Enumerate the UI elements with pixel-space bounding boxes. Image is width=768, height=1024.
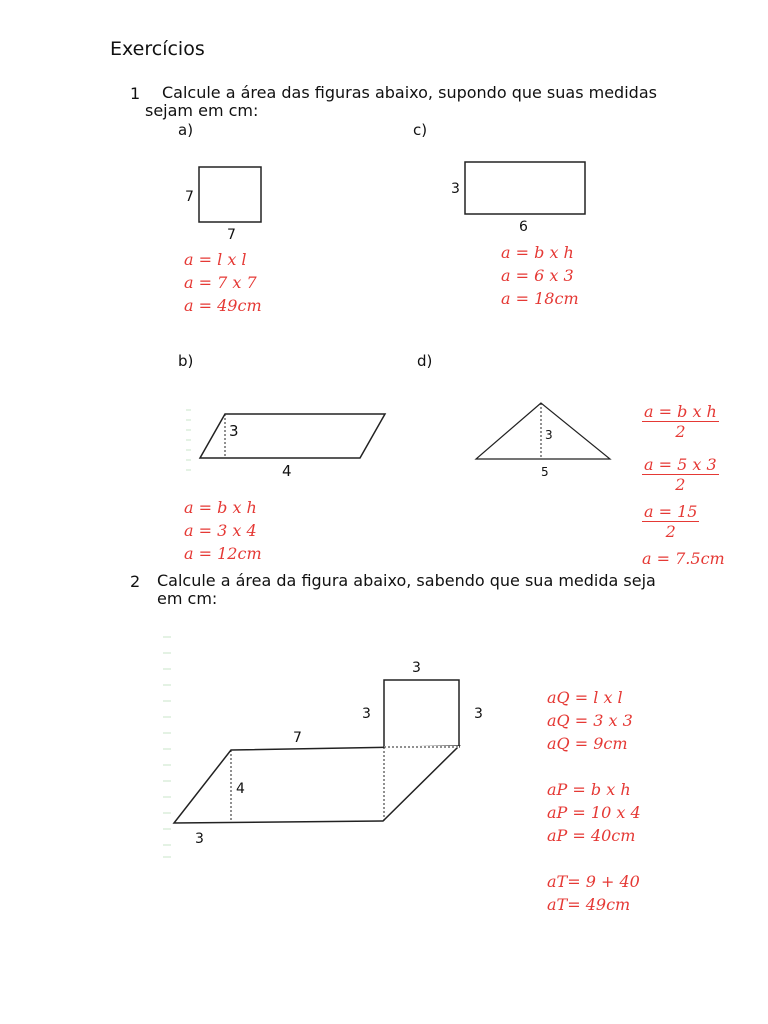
answer-c-line: a = 6 x 3 (501, 266, 574, 285)
q2-square-top-label: 3 (412, 660, 421, 676)
q2-parallelogram (174, 746, 459, 823)
item-a-label: a) (178, 121, 194, 139)
answer-d-line3 (642, 502, 699, 541)
figure-b-parallelogram (200, 414, 385, 458)
answer-d-numerator: a = b x h (644, 402, 717, 421)
figure-d-base-label: 5 (541, 465, 549, 479)
answer-q2-line: aP = 10 x 4 (547, 803, 641, 822)
figure-b-height-label: 3 (229, 422, 239, 440)
figure-a-side-left: 7 (185, 189, 194, 205)
answer-q2-line: aQ = l x l (547, 688, 623, 707)
figure-c-side-left: 3 (451, 181, 460, 197)
answer-b-line: a = 3 x 4 (184, 521, 257, 540)
answer-d-result: a = 7.5cm (642, 549, 725, 568)
item-c-label: c) (413, 121, 428, 139)
answer-c-line: a = b x h (501, 243, 574, 262)
answer-q2-line: aP = b x h (547, 780, 631, 799)
question-1-text-line2: sejam em cm: (145, 101, 259, 120)
answer-c-line: a = 18cm (501, 289, 579, 308)
figure-d-triangle (476, 403, 610, 459)
q2-para-height-label: 4 (236, 781, 245, 797)
answer-d-denominator: 2 (665, 522, 676, 541)
q2-square-right-label: 3 (474, 706, 483, 722)
question-2-text-line1: Calcule a área da figura abaixo, sabendo que sua medida seja (157, 571, 656, 590)
question-2-number: 2 (130, 572, 141, 591)
figure-a-side-bottom: 7 (227, 227, 236, 243)
answer-q2-line (547, 847, 641, 870)
answer-a-line: a = 7 x 7 (184, 273, 257, 292)
answer-d-denominator: 2 (675, 422, 686, 441)
answer-d-numerator: a = 15 (644, 502, 698, 521)
answer-c (501, 241, 579, 310)
figure-c-rectangle (465, 162, 585, 214)
q2-square-left-label: 3 (362, 706, 371, 722)
answer-q2-line: aT= 9 + 40 (547, 872, 640, 891)
question-1-text-line1: Calcule a área das figuras abaixo, supondo que suas medidas (162, 83, 657, 102)
answer-a-line: a = 49cm (184, 296, 262, 315)
q2-para-bottom-label: 3 (195, 831, 204, 847)
figure-d-height-label: 3 (545, 428, 553, 442)
item-b-label: b) (178, 352, 194, 370)
answer-q2 (547, 686, 641, 916)
answer-q2-line: aQ = 9cm (547, 734, 628, 753)
page-title: Exercícios (110, 38, 205, 60)
answer-a (184, 248, 262, 317)
ruler-ticks-b (186, 410, 191, 470)
question-2-text-line2: em cm: (157, 589, 218, 608)
answer-d-numerator: a = 5 x 3 (644, 455, 717, 474)
answer-d-line2 (642, 455, 719, 494)
q2-para-top-label: 7 (293, 730, 302, 746)
item-d-label: d) (417, 352, 433, 370)
answer-q2-line: aT= 49cm (547, 895, 631, 914)
q2-square (384, 680, 459, 747)
answer-d-denominator: 2 (675, 475, 686, 494)
answer-d-line1 (642, 402, 719, 441)
answer-b (184, 496, 262, 565)
question-1-number: 1 (130, 84, 141, 103)
answer-a-line: a = l x l (184, 250, 247, 269)
ruler-ticks-q2 (163, 637, 171, 857)
figure-c-side-bottom: 6 (519, 219, 528, 235)
answer-b-line: a = b x h (184, 498, 257, 517)
answer-b-line: a = 12cm (184, 544, 262, 563)
figure-b-base-label: 4 (282, 462, 292, 480)
answer-q2-line: aP = 40cm (547, 826, 636, 845)
answer-q2-line: aQ = 3 x 3 (547, 711, 633, 730)
figure-a-square (199, 167, 261, 222)
answer-q2-line (547, 755, 641, 778)
